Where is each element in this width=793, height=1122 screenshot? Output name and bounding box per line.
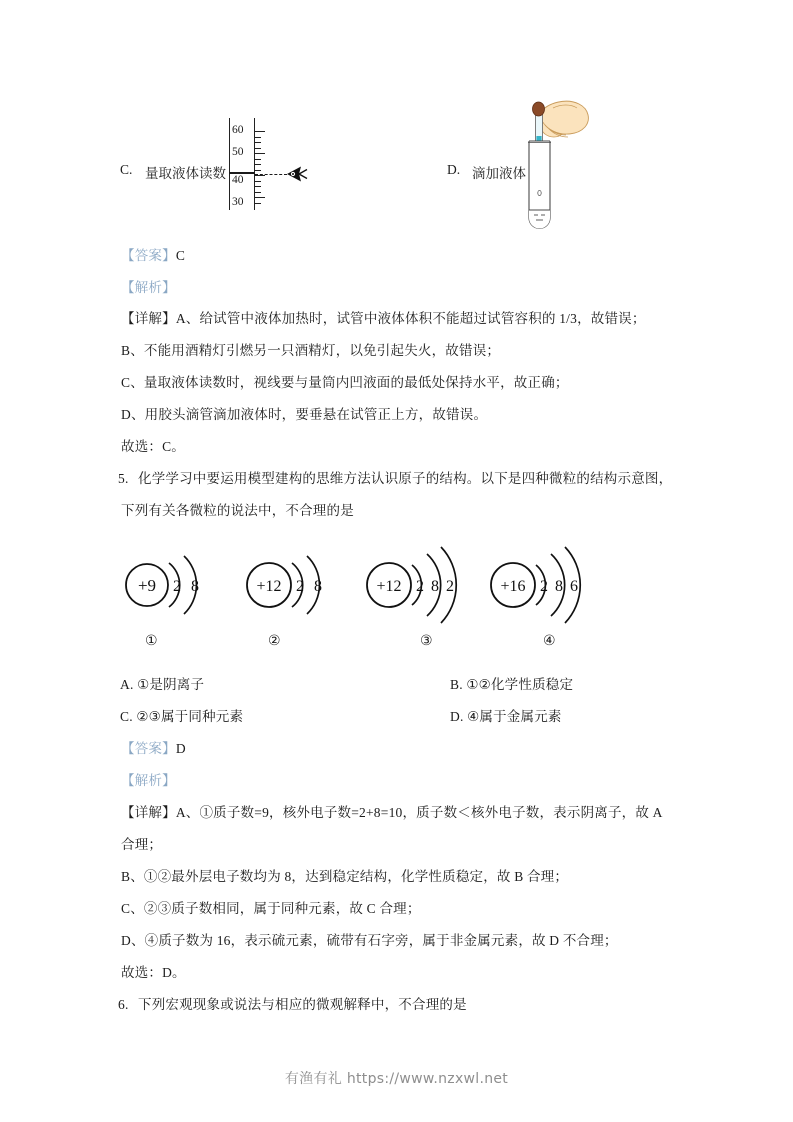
q5-detail-line-d: D、④质子数为 16，表示硫元素，硫带有石字旁，属于非金属元素，故 D 不合理；: [121, 933, 618, 948]
particle-diagram-4: [480, 535, 615, 649]
q6-stem: 下列宏观现象或说法与相应的微观解释中，不合理的是: [138, 997, 467, 1012]
answer-value: C: [175, 248, 186, 263]
q5-option-d[interactable]: [450, 710, 562, 724]
cylinder-minor-tick: [254, 181, 261, 182]
q5-option-c[interactable]: [120, 710, 243, 724]
q5-option-a-text: ①是阴离子: [137, 677, 205, 692]
shell-count-2-1: 2: [296, 578, 304, 595]
particle-index-3: ③: [420, 633, 433, 649]
shell-count-4-1: 2: [540, 578, 548, 595]
particle-diagram-3: [356, 535, 491, 649]
answer-tag: 【答案】: [121, 741, 176, 756]
cylinder-minor-tick: [254, 203, 261, 204]
detail-text: A、给试管中液体加热时，试管中液体体积不能超过试管容积的 1/3，故错误；: [175, 311, 646, 326]
shell-count-3-2: 8: [431, 578, 439, 595]
q4-detail-line-b: B、不能用酒精灯引燃另一只酒精灯，以免引起失火，故错误；: [121, 343, 501, 358]
q4-detail-line-a: [121, 312, 646, 326]
q5-option-d-text: ④属于金属元素: [467, 709, 562, 724]
q4-detail-line-d: D、用胶头滴管滴加液体时，要垂悬在试管正上方，故错误。: [121, 407, 488, 422]
cylinder-scale-50: 50: [232, 146, 244, 158]
q5-answer-line: [121, 742, 186, 756]
q4-conclusion: 故选：C。: [121, 439, 186, 454]
q5-stem-line1: 化学学习中要运用模型建构的思维方法认识原子的结构。以下是四种微粒的结构示意图，: [138, 471, 673, 486]
shell-count-4-2: 8: [555, 578, 563, 595]
q5-detail-line-b: B、①②最外层电子数均为 8，达到稳定结构，化学性质稳定，故 B 合理；: [121, 869, 569, 884]
cylinder-scale-60: 60: [232, 124, 244, 136]
nucleus-charge-2: +12: [256, 578, 282, 595]
cylinder-minor-tick: [254, 186, 261, 187]
q4-detail-line-c: C、量取液体读数时，视线要与量筒内凹液面的最低处保持水平，故正确；: [121, 375, 569, 390]
shell-count-1-2: 8: [191, 578, 199, 595]
q5-conclusion: 故选：D。: [121, 965, 186, 980]
nucleus-charge-4: +16: [500, 578, 526, 595]
cylinder-scale-30: 30: [232, 196, 244, 208]
q5-option-b[interactable]: [450, 678, 573, 692]
detail-tag: 【详解】: [121, 311, 176, 326]
hand-illustration: [540, 101, 589, 137]
q4-analysis-tag: 【解析】: [121, 280, 176, 295]
particle-index-2: ②: [268, 633, 281, 649]
q5-option-c-letter: C.: [120, 709, 133, 724]
footer-watermark: 有渔有礼 https://www.nzxwl.net: [284, 1071, 509, 1087]
cylinder-wall-left: [229, 118, 230, 210]
cylinder-tick-30: [254, 197, 265, 198]
cylinder-minor-tick: [254, 164, 261, 165]
q5-detail-line-a-cont: 合理；: [121, 837, 163, 852]
cylinder-tick-60: [254, 131, 265, 132]
q5-detail-line-c: C、②③质子数相同，属于同种元素，故 C 合理；: [121, 901, 421, 916]
cylinder-scale-40: 40: [232, 174, 244, 186]
particle-index-4: ④: [543, 633, 556, 649]
graduated-cylinder-diagram: [228, 118, 268, 210]
q5-number: 5.: [118, 471, 129, 486]
cylinder-minor-tick: [254, 170, 261, 171]
particle-diagram-2: [236, 535, 361, 649]
option-d-label: 滴加液体: [472, 166, 526, 181]
cylinder-minor-tick: [254, 137, 261, 138]
q5-option-b-letter: B.: [450, 677, 463, 692]
q5-option-a-letter: A.: [120, 677, 134, 692]
cylinder-minor-tick: [254, 142, 261, 143]
particle-diagram-1: [115, 535, 240, 649]
q5-option-d-letter: D.: [450, 709, 464, 724]
shell-count-3-1: 2: [416, 578, 424, 595]
q5-option-c-text: ②③属于同种元素: [136, 709, 244, 724]
particle-index-1: ①: [145, 633, 158, 649]
option-c-label: 量取液体读数: [145, 166, 226, 181]
q5-analysis-tag: 【解析】: [121, 773, 176, 788]
cylinder-tick-50: [254, 153, 265, 154]
option-c-letter: C.: [120, 162, 133, 177]
option-d-letter: D.: [447, 162, 461, 177]
shell-count-4-3: 6: [570, 578, 578, 595]
detail-tag: 【详解】: [121, 805, 176, 820]
liquid-meniscus-line: [229, 172, 255, 174]
shell-count-1-1: 2: [173, 578, 181, 595]
cylinder-tick-40: [254, 175, 265, 176]
cylinder-minor-tick: [254, 192, 261, 193]
q5-detail-line-a: [121, 806, 663, 820]
nucleus-charge-3: +12: [376, 578, 402, 595]
nucleus-charge-1: +9: [137, 576, 157, 595]
sight-line-dashed: [255, 174, 287, 175]
answer-value: D: [175, 741, 186, 756]
dropper-test-tube-diagram: [505, 96, 605, 236]
shell-count-3-3: 2: [446, 578, 454, 595]
answer-tag: 【答案】: [121, 248, 176, 263]
q5-option-b-text: ①②化学性质稳定: [466, 677, 574, 692]
q4-answer-line: [121, 249, 185, 263]
cylinder-minor-tick: [254, 148, 261, 149]
shell-count-2-2: 8: [314, 578, 322, 595]
detail-text: A、①质子数=9，核外电子数=2+8=10，质子数＜核外电子数，表示阴离子，故 A: [175, 805, 663, 820]
cylinder-minor-tick: [254, 159, 261, 160]
q5-option-a[interactable]: [120, 678, 204, 692]
q6-number: 6.: [118, 997, 129, 1012]
eye-icon: [286, 165, 308, 183]
q5-stem-line2: 下列有关各微粒的说法中，不合理的是: [121, 503, 354, 518]
